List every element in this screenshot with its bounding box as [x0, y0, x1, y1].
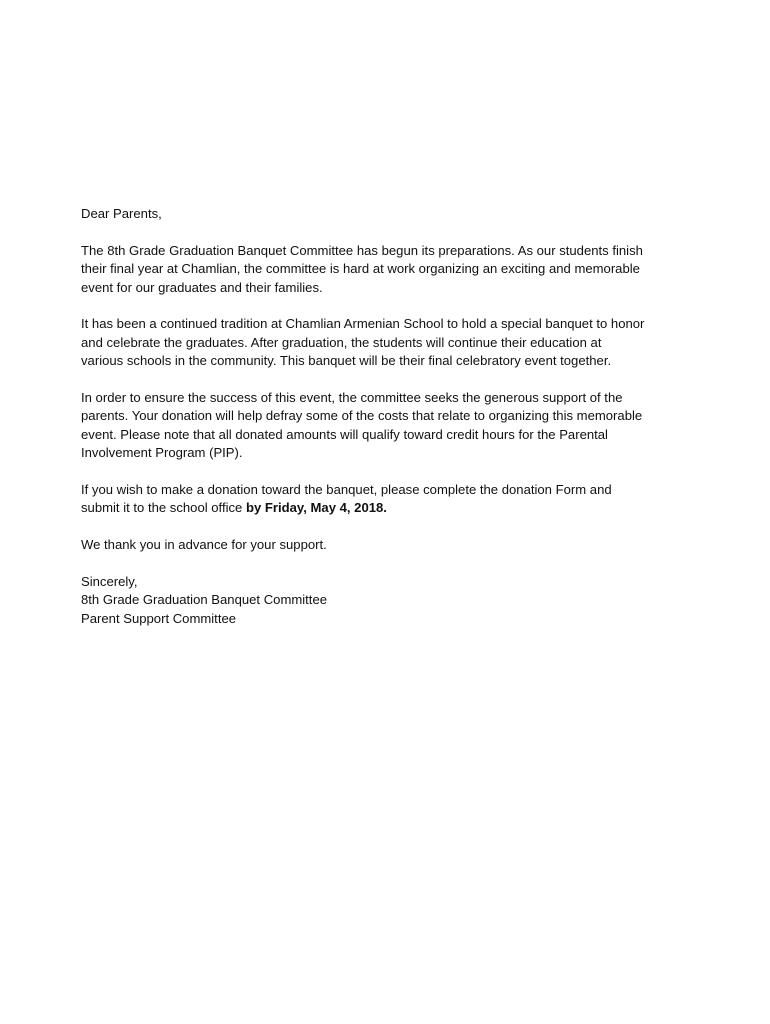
paragraph-line: parents. Your donation will help defray some of the costs that relate to organizing this memorable	[81, 408, 643, 424]
signature-line: 8th Grade Graduation Banquet Committee	[81, 592, 328, 608]
paragraph-line: In order to ensure the success of this event, the committee seeks the generous support of the	[81, 390, 623, 406]
paragraph-line: If you wish to make a donation toward the banquet, please complete the donation Form and	[81, 482, 612, 498]
paragraph-spacer	[81, 297, 696, 315]
signature-line: Parent Support Committee	[81, 610, 237, 626]
paragraph-donation-support	[81, 389, 696, 463]
paragraph-spacer	[81, 518, 696, 536]
paragraph-line: The 8th Grade Graduation Banquet Committee has begun its preparations. As our students finish	[81, 242, 643, 258]
paragraph-line: event for our graduates and their families.	[81, 279, 323, 295]
paragraph-line: It has been a continued tradition at Chamlian Armenian School to hold a special banquet to honor	[81, 316, 645, 332]
paragraph-spacer	[81, 371, 696, 389]
deadline-date: by Friday, May 4, 2018.	[245, 500, 387, 516]
deadline-prefix: submit it to the school office	[81, 500, 246, 516]
paragraph-spacer	[81, 463, 696, 481]
closing: Sincerely,	[81, 574, 138, 590]
paragraph-tradition	[81, 315, 696, 370]
salutation: Dear Parents,	[81, 206, 162, 221]
letter-body	[81, 205, 696, 628]
paragraph-donation-instructions	[81, 481, 696, 518]
paragraph-spacer	[81, 223, 696, 241]
paragraph-banquet-preparations	[81, 242, 696, 297]
paragraph-line: their final year at Chamlian, the committee is hard at work organizing an exciting and memorable	[81, 261, 640, 277]
paragraph-line: various schools in the community. This banquet will be their final celebratory event together.	[81, 353, 612, 369]
thanks-line: We thank you in advance for your support.	[81, 537, 327, 553]
paragraph-line: event. Please note that all donated amounts will qualify toward credit hours for the Parental	[81, 426, 608, 442]
paragraph-line: and celebrate the graduates. After graduation, the students will continue their education at	[81, 334, 602, 350]
paragraph-line	[81, 499, 696, 517]
paragraph-line: Involvement Program (PIP).	[81, 445, 243, 461]
paragraph-spacer	[81, 555, 696, 573]
signature-block	[81, 573, 696, 628]
